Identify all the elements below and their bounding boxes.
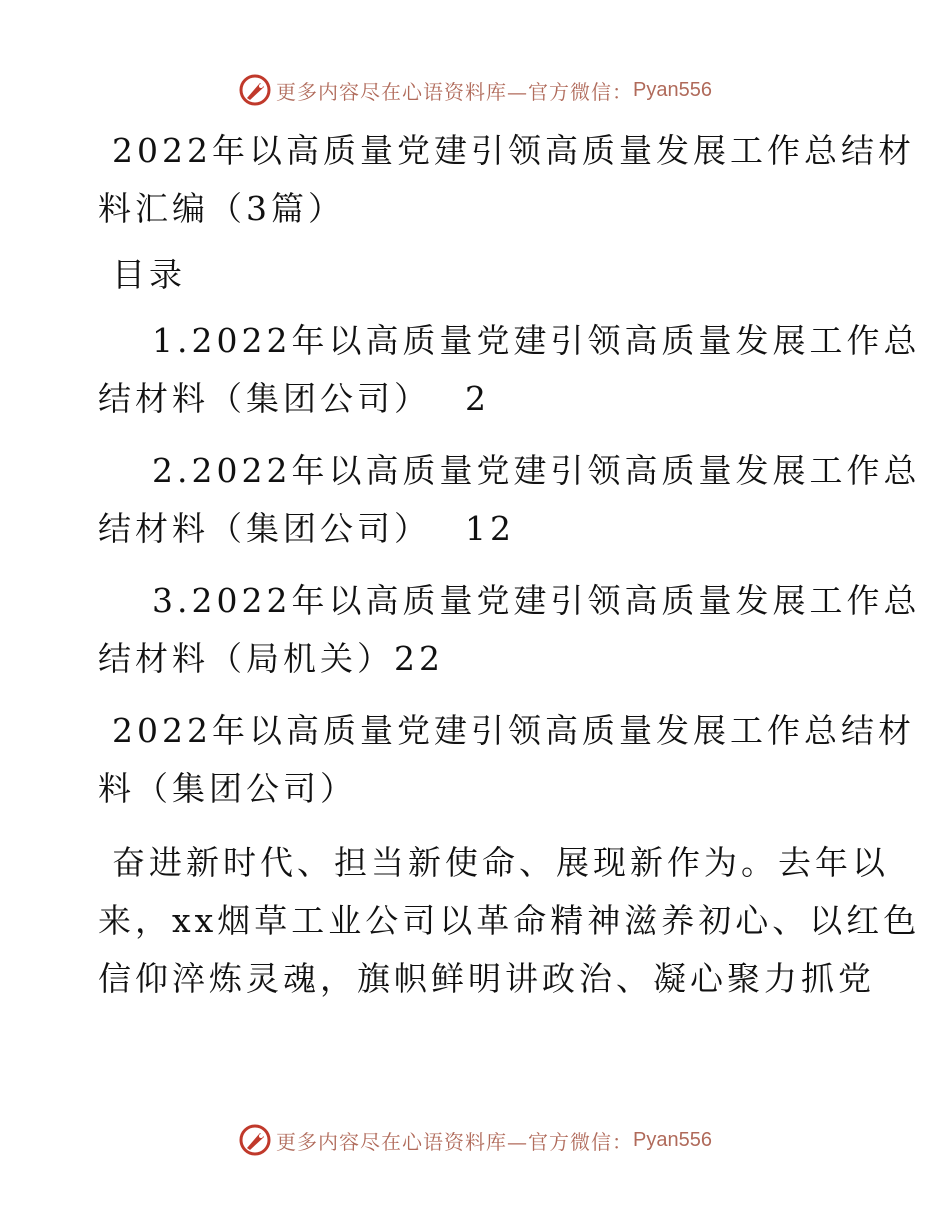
toc-entry-title: 3.2022年以高质量党建引领高质量发展工作总 (152, 581, 921, 620)
body-paragraph-line-2: 来，xx烟草工业公司以革命精神滋养初心、以红色 (98, 901, 921, 940)
document-title-line-2: 料汇编（3篇） (98, 189, 345, 228)
pen-nib-icon (238, 73, 272, 107)
watermark-wechat-id: Pyan556 (633, 1128, 712, 1151)
toc-entry-3[interactable] (98, 572, 921, 688)
toc-page-number: 12 (465, 509, 515, 548)
toc-entry-title: 1.2022年以高质量党建引领高质量发展工作总 (152, 321, 921, 360)
section-title-line-2: 料（集团公司） (98, 769, 357, 808)
body-paragraph-line-3: 信仰淬炼灵魂，旗帜鲜明讲政治、凝心聚力抓党 (98, 959, 875, 998)
toc-entry-text: 结材料（局机关） (98, 639, 394, 678)
watermark-wechat-id: Pyan556 (633, 78, 712, 101)
toc-entry-2[interactable] (98, 442, 921, 558)
toc-entry-title-cont (98, 370, 868, 428)
watermark-text: 更多内容尽在心语资料库—官方微信： (276, 1129, 634, 1154)
body-paragraph-line-1: 奋进新时代、担当新使命、展现新作为。去年以 (112, 843, 889, 882)
toc-entry-title-cont (98, 500, 868, 558)
toc-entry-title: 2.2022年以高质量党建引领高质量发展工作总 (152, 451, 921, 490)
pen-nib-icon (238, 1123, 272, 1157)
toc-entry-title-cont (98, 630, 868, 688)
document-body (98, 122, 921, 1008)
section-title-line-1: 2022年以高质量党建引领高质量发展工作总结材 (112, 711, 915, 750)
watermark-text: 更多内容尽在心语资料库—官方微信： (276, 79, 634, 104)
footer-watermark (0, 1120, 950, 1160)
toc-page-number: 2 (465, 379, 490, 418)
toc-entry-1[interactable] (98, 312, 921, 428)
document-title-line-1: 2022年以高质量党建引领高质量发展工作总结材 (112, 131, 915, 170)
toc-entry-text: 结材料（集团公司） (98, 379, 431, 418)
header-watermark (0, 70, 950, 110)
toc-page-number: 22 (394, 639, 444, 678)
toc-heading: 目录 (112, 255, 186, 294)
toc-entry-text: 结材料（集团公司） (98, 509, 431, 548)
